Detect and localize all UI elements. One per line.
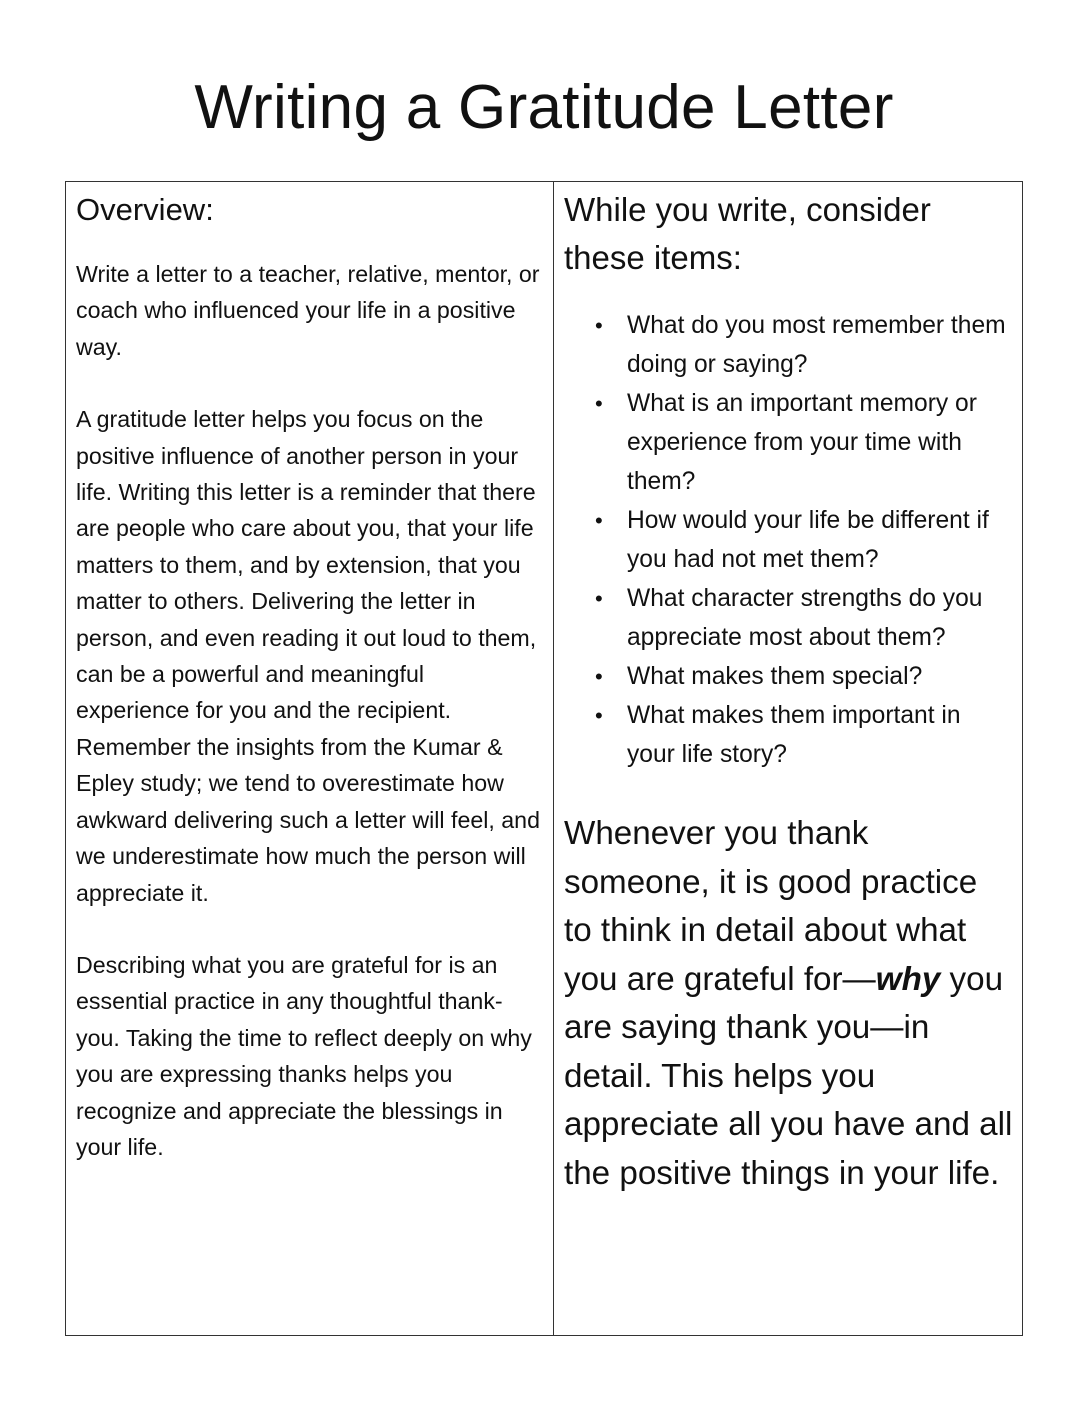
bullet-icon: • [595, 664, 603, 689]
list-item [595, 384, 1014, 501]
list-item [595, 501, 1014, 579]
list-item [595, 657, 1014, 696]
overview-paragraph-1: Write a letter to a teacher, relative, mentor, or coach who influenced your life in a positive way. [76, 261, 540, 360]
closing-text-end: you are saying thank you—in detail. This helps you appreciate all you have and all the positive things in your life. [564, 960, 1013, 1192]
list-item-text: How would your life be different if you had not met them? [627, 507, 989, 573]
overview-column [66, 182, 554, 1335]
consider-column [554, 182, 1022, 1335]
bullet-icon: • [595, 586, 603, 611]
list-item [595, 579, 1014, 657]
overview-heading: Overview: [76, 192, 214, 227]
list-item [595, 306, 1014, 384]
bullet-icon: • [595, 703, 603, 728]
consider-list [564, 306, 1014, 774]
content-table [65, 181, 1023, 1336]
list-item-text: What makes them important in your life story? [627, 702, 961, 768]
list-item-text: What character strengths do you appreciate most about them? [627, 585, 983, 651]
consider-heading: While you write, consider these items: [564, 191, 931, 276]
list-item [595, 696, 1014, 774]
list-item-text: What is an important memory or experience from your time with them? [627, 390, 977, 495]
bullet-icon: • [595, 313, 603, 338]
closing-emphasis: why [875, 960, 941, 998]
closing-text-start: Whenever you thank someone, it is good practice to think in detail about what you are grateful for— [564, 815, 978, 998]
overview-paragraph-2: A gratitude letter helps you focus on the positive influence of another person in your life. Writing this letter is a reminder that there are people who care about you, that your life matters to them, and by extension, that you matter to others. Delivering the letter in person, and even reading it out loud to them, can be a powerful and meaningful experience for you and the recipient. Remember the insights from the Kumar & Epley study; we tend to overestimate how awkward delivering such a letter will feel, and we underestimate how much the person will appreciate it. [76, 406, 540, 906]
list-item-text: What makes them special? [627, 663, 923, 690]
page-title: Writing a Gratitude Letter [194, 73, 894, 142]
bullet-icon: • [595, 508, 603, 533]
bullet-icon: • [595, 391, 603, 416]
closing-statement [564, 810, 1014, 1198]
list-item-text: What do you most remember them doing or saying? [627, 312, 1006, 378]
overview-paragraph-3: Describing what you are grateful for is an essential practice in any thoughtful thank-you. Taking the time to reflect deeply on why you are expressing thanks helps you recognize and appreciate the blessings in your life. [76, 951, 532, 1160]
